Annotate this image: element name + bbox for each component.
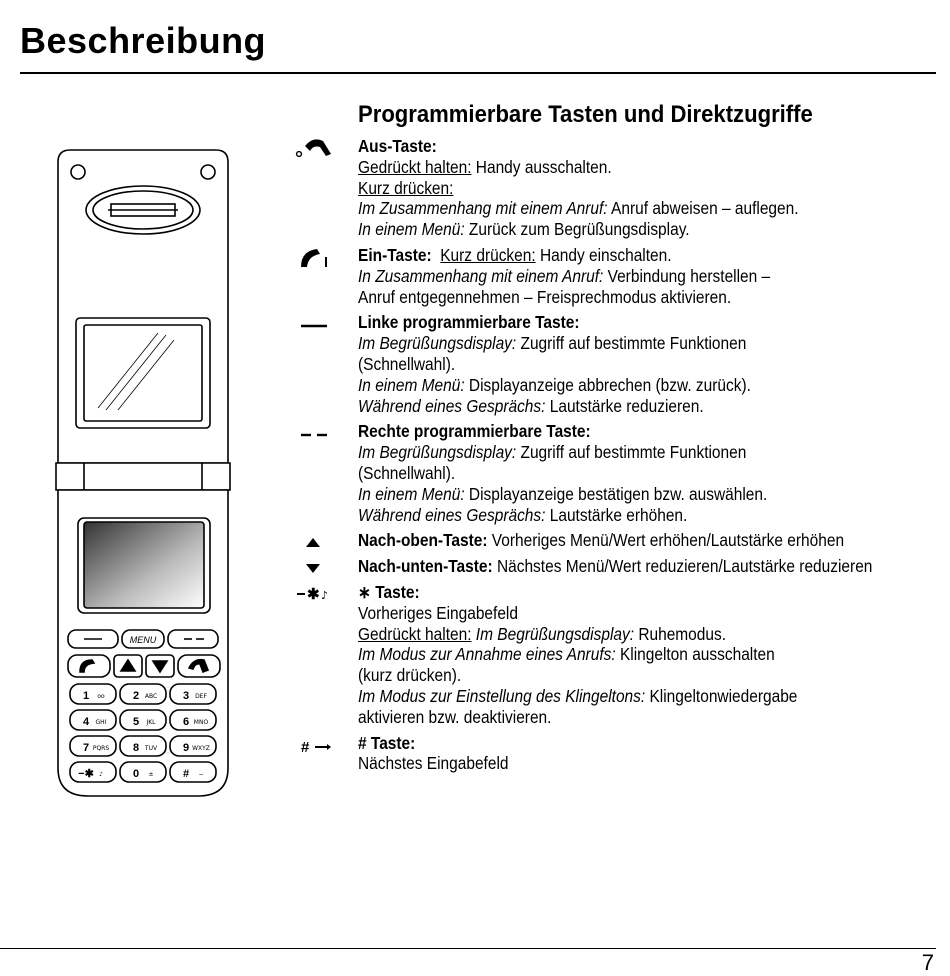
description-line: (Schnellwahl). [358, 353, 456, 374]
description-line: Gedrückt halten: Im Begrüßungsdisplay: Ruhemodus. [358, 623, 727, 644]
keypad-key-digit: # [182, 768, 190, 780]
description-line: aktivieren bzw. deaktivieren. [358, 706, 552, 727]
description-line: Im Zusammenhang mit einem Anruf: Anruf abweisen – auflegen. [358, 198, 799, 219]
key-description-list [301, 136, 948, 779]
description-line: Vorheriges Eingabefeld [358, 602, 518, 623]
call-icon [293, 245, 343, 269]
hash-key-icon [293, 733, 343, 757]
description-line: Während eines Gesprächs: Lautstärke reduzieren. [358, 395, 704, 416]
keypad-key-letters: − [198, 771, 204, 778]
description-line: In einem Menü: Displayanzeige bestätigen bzw. auswählen. [358, 483, 768, 504]
description-line: Anruf entgegennehmen – Freisprechmodus aktivieren. [358, 286, 732, 307]
right-soft-key-icon [293, 421, 343, 445]
end-call-icon [293, 136, 343, 160]
description-line: (Schnellwahl). [358, 462, 456, 483]
footer-rule [0, 948, 936, 949]
key-heading: Rechte programmierbare Taste: [358, 421, 591, 442]
keypad-key-letters: TUV [144, 745, 158, 752]
key-entry [358, 421, 948, 525]
keypad-key-digit: 7 [82, 742, 90, 754]
page-number: 7 [921, 950, 934, 975]
keypad-key-letters: PQRS [92, 745, 110, 752]
key-entry [301, 732, 948, 775]
key-entry [358, 530, 948, 551]
section-title: Programmierbare Tasten und Direktzugriffe [358, 101, 813, 128]
keypad-key-digit: 3 [182, 690, 190, 702]
keypad-key-digit: 1 [82, 690, 90, 702]
keypad-key-letters: ± [148, 771, 154, 778]
keypad-key-digit: 2 [132, 690, 140, 702]
keypad-key-digit: 9 [182, 742, 190, 754]
keypad-key-letters: ♪ [99, 771, 103, 778]
star-key-icon [293, 582, 343, 606]
description-line: (kurz drücken). [358, 665, 462, 686]
key-entry [358, 245, 948, 307]
left-soft-key-icon [293, 312, 343, 336]
key-heading: Aus-Taste: [358, 136, 437, 156]
key-heading: Ein-Taste: Kurz drücken: Handy einschalten. [358, 244, 672, 265]
keypad-key-letters: ABC [144, 693, 158, 700]
description-line: Kurz drücken: [358, 177, 454, 198]
description-line: In einem Menü: Zurück zum Begrüßungsdisplay. [358, 219, 690, 240]
down-arrow-icon [293, 556, 343, 580]
keypad-key-digit: 0 [132, 768, 140, 780]
page-title: Beschreibung [20, 20, 267, 61]
description-line: Im Begrüßungsdisplay: Zugriff auf bestimmte Funktionen [358, 333, 747, 354]
key-entry [358, 136, 948, 240]
description-line: Im Begrüßungsdisplay: Zugriff auf bestimmte Funktionen [358, 442, 747, 463]
keypad-key-digit: −✱ [78, 768, 94, 780]
key-heading: # Taste: [358, 732, 416, 753]
keypad-key-digit: 8 [132, 742, 140, 754]
description-line: Im Modus zur Einstellung des Klingeltons: Klingeltonwiedergabe [358, 685, 798, 706]
svg-text:✱: ✱ [307, 585, 320, 603]
keypad-key-letters: ᴏᴏ [97, 693, 105, 700]
flip-phone-illustration [48, 148, 238, 798]
up-arrow-icon [293, 530, 343, 554]
svg-text:#: # [301, 738, 310, 756]
key-heading: Nach-unten-Taste: Nächstes Menü/Wert reduzieren/Lautstärke reduzieren [358, 556, 873, 577]
description-line: Während eines Gesprächs: Lautstärke erhöhen. [358, 504, 688, 525]
description-line: In Zusammenhang mit einem Anruf: Verbindung herstellen – [358, 265, 771, 286]
keypad-key-digit: 4 [82, 716, 90, 728]
description-line: In einem Menü: Displayanzeige abbrechen (bzw. zurück). [358, 374, 751, 395]
description-line: Gedrückt halten: Handy ausschalten. [358, 156, 612, 177]
keypad-key-digit: 5 [132, 716, 140, 728]
description-line: Nächstes Eingabefeld [358, 753, 509, 774]
key-entry [358, 556, 948, 577]
key-heading: Nach-oben-Taste: Vorheriges Menü/Wert erhöhen/Lautstärke erhöhen [358, 530, 845, 551]
keypad-key-letters: WXYZ [192, 745, 210, 752]
menu-key-label: MENU [129, 635, 157, 645]
keypad-key-letters: DEF [195, 693, 207, 700]
svg-text:♪: ♪ [321, 588, 329, 602]
key-entry [358, 312, 948, 416]
keypad-key-letters: MNO [193, 719, 209, 726]
key-entry [307, 581, 948, 728]
keypad-key-letters: JKL [146, 719, 156, 726]
key-heading: Linke programmierbare Taste: [358, 312, 580, 333]
key-heading: ∗ Taste: [358, 581, 420, 602]
keypad-key-letters: GHI [95, 719, 107, 726]
description-line: Im Modus zur Annahme eines Anrufs: Klingelton ausschalten [358, 644, 775, 665]
keypad-key-digit: 6 [182, 716, 190, 728]
title-rule [20, 72, 936, 74]
